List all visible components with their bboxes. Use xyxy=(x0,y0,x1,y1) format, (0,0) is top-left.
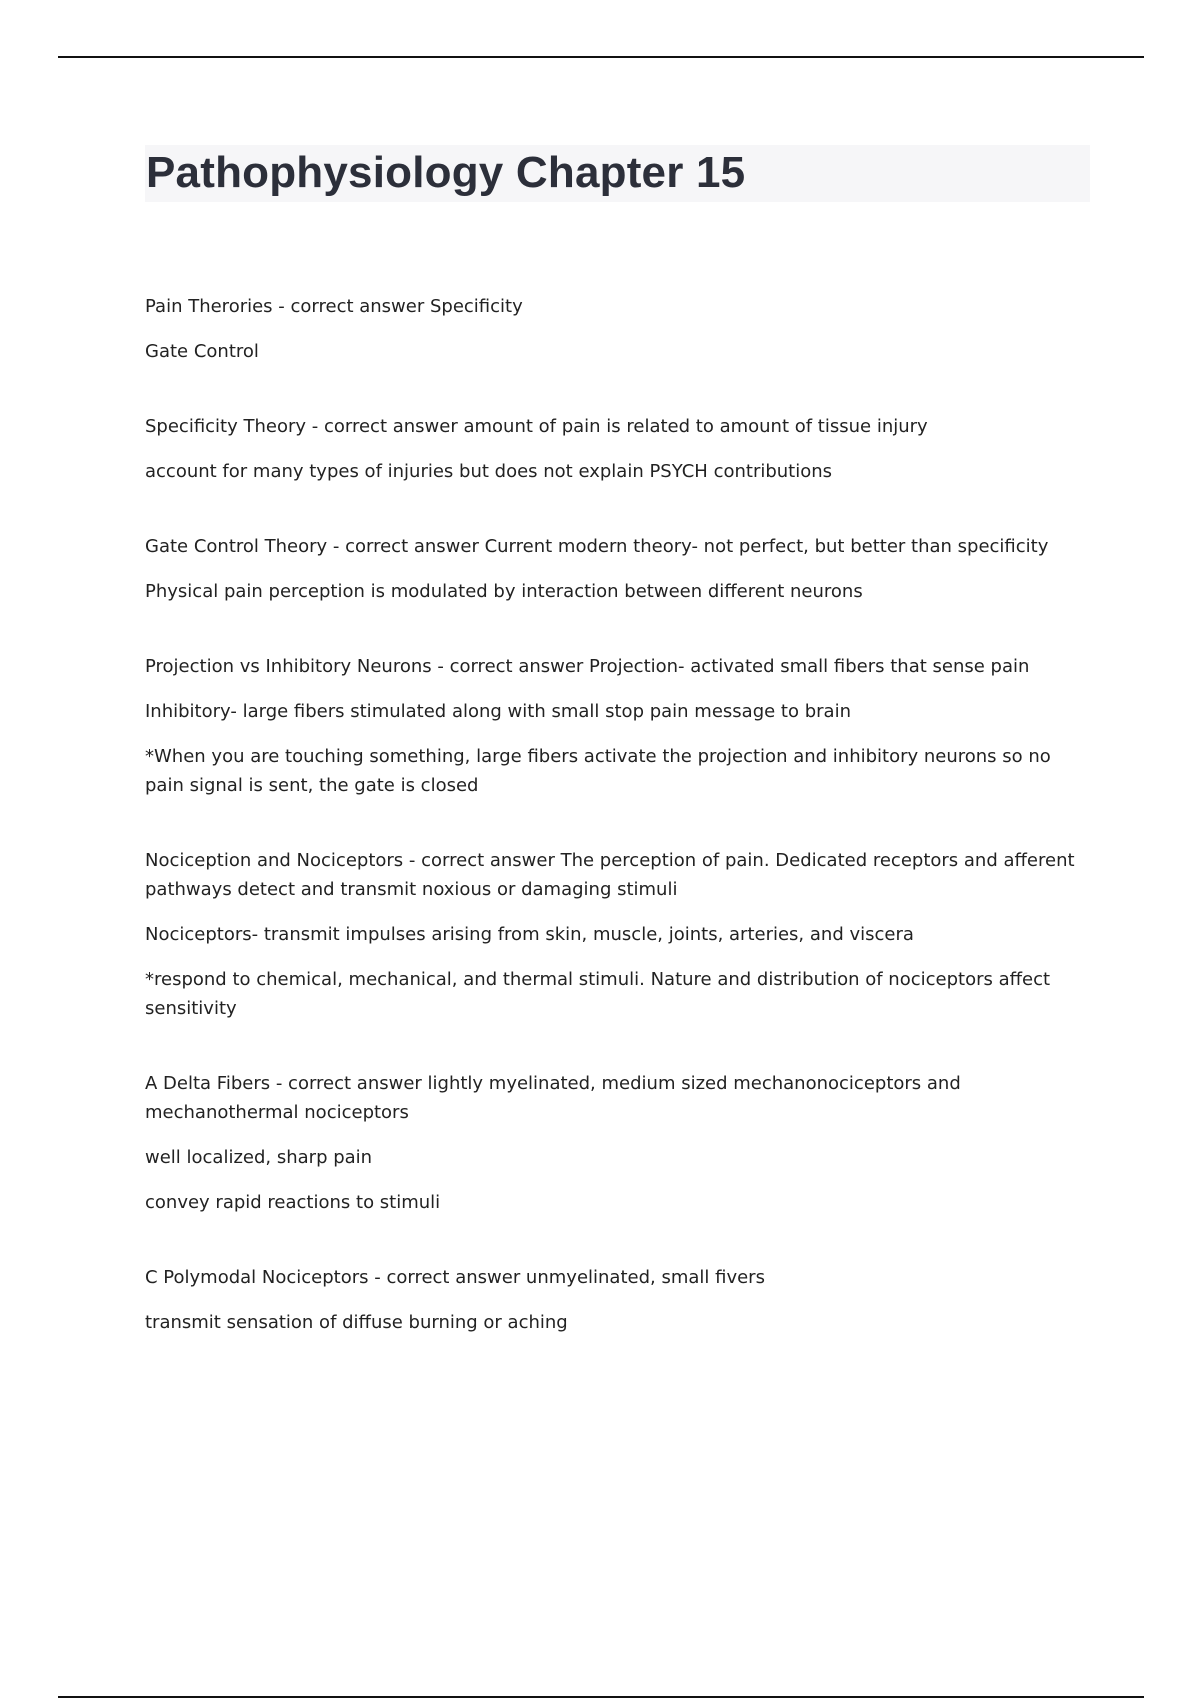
top-rule xyxy=(58,56,1144,58)
flashcard xyxy=(145,652,1085,800)
card-answer-line: Physical pain perception is modulated by interaction between different neurons xyxy=(145,581,863,602)
card-answer-line: Inhibitory- large fibers stimulated along with small stop pain message to brain xyxy=(145,701,851,722)
card-term-answer: Nociception and Nociceptors - correct answer The perception of pain. Dedicated receptors and afferent pathways detect and transmit noxious or damaging stimuli xyxy=(145,850,1075,900)
card-answer-line: convey rapid reactions to stimuli xyxy=(145,1192,441,1213)
card-term-answer: Gate Control Theory - correct answer Current modern theory- not perfect, but better than specificity xyxy=(145,536,1049,557)
flashcard xyxy=(145,846,1085,1023)
card-term-answer: Specificity Theory - correct answer amount of pain is related to amount of tissue injury xyxy=(145,416,928,437)
flashcard xyxy=(145,1263,1085,1337)
card-answer-line: *When you are touching something, large fibers activate the projection and inhibitory neurons so no pain signal is sent, the gate is closed xyxy=(145,746,1051,796)
flashcard xyxy=(145,412,1085,486)
page-title: Pathophysiology Chapter 15 xyxy=(146,148,746,197)
card-term-answer: C Polymodal Nociceptors - correct answer unmyelinated, small fivers xyxy=(145,1267,765,1288)
card-answer-line: *respond to chemical, mechanical, and thermal stimuli. Nature and distribution of nociceptors affect sensitivity xyxy=(145,969,1051,1019)
card-term-answer: Pain Therories - correct answer Specificity xyxy=(145,296,523,317)
flashcard xyxy=(145,292,1085,366)
card-term-answer: Projection vs Inhibitory Neurons - correct answer Projection- activated small fibers that sense pain xyxy=(145,656,1030,677)
card-term-answer: A Delta Fibers - correct answer lightly myelinated, medium sized mechanonociceptors and mechanothermal nociceptors xyxy=(145,1073,961,1123)
card-answer-line: Gate Control xyxy=(145,341,259,362)
card-answer-line: account for many types of injuries but does not explain PSYCH contributions xyxy=(145,461,833,482)
card-answer-line: Nociceptors- transmit impulses arising from skin, muscle, joints, arteries, and viscera xyxy=(145,924,914,945)
flashcard-list xyxy=(145,292,1085,1383)
flashcard xyxy=(145,532,1085,606)
card-answer-line: well localized, sharp pain xyxy=(145,1147,373,1168)
card-answer-line: transmit sensation of diffuse burning or aching xyxy=(145,1312,568,1333)
bottom-rule xyxy=(58,1696,1144,1698)
flashcard xyxy=(145,1069,1085,1217)
